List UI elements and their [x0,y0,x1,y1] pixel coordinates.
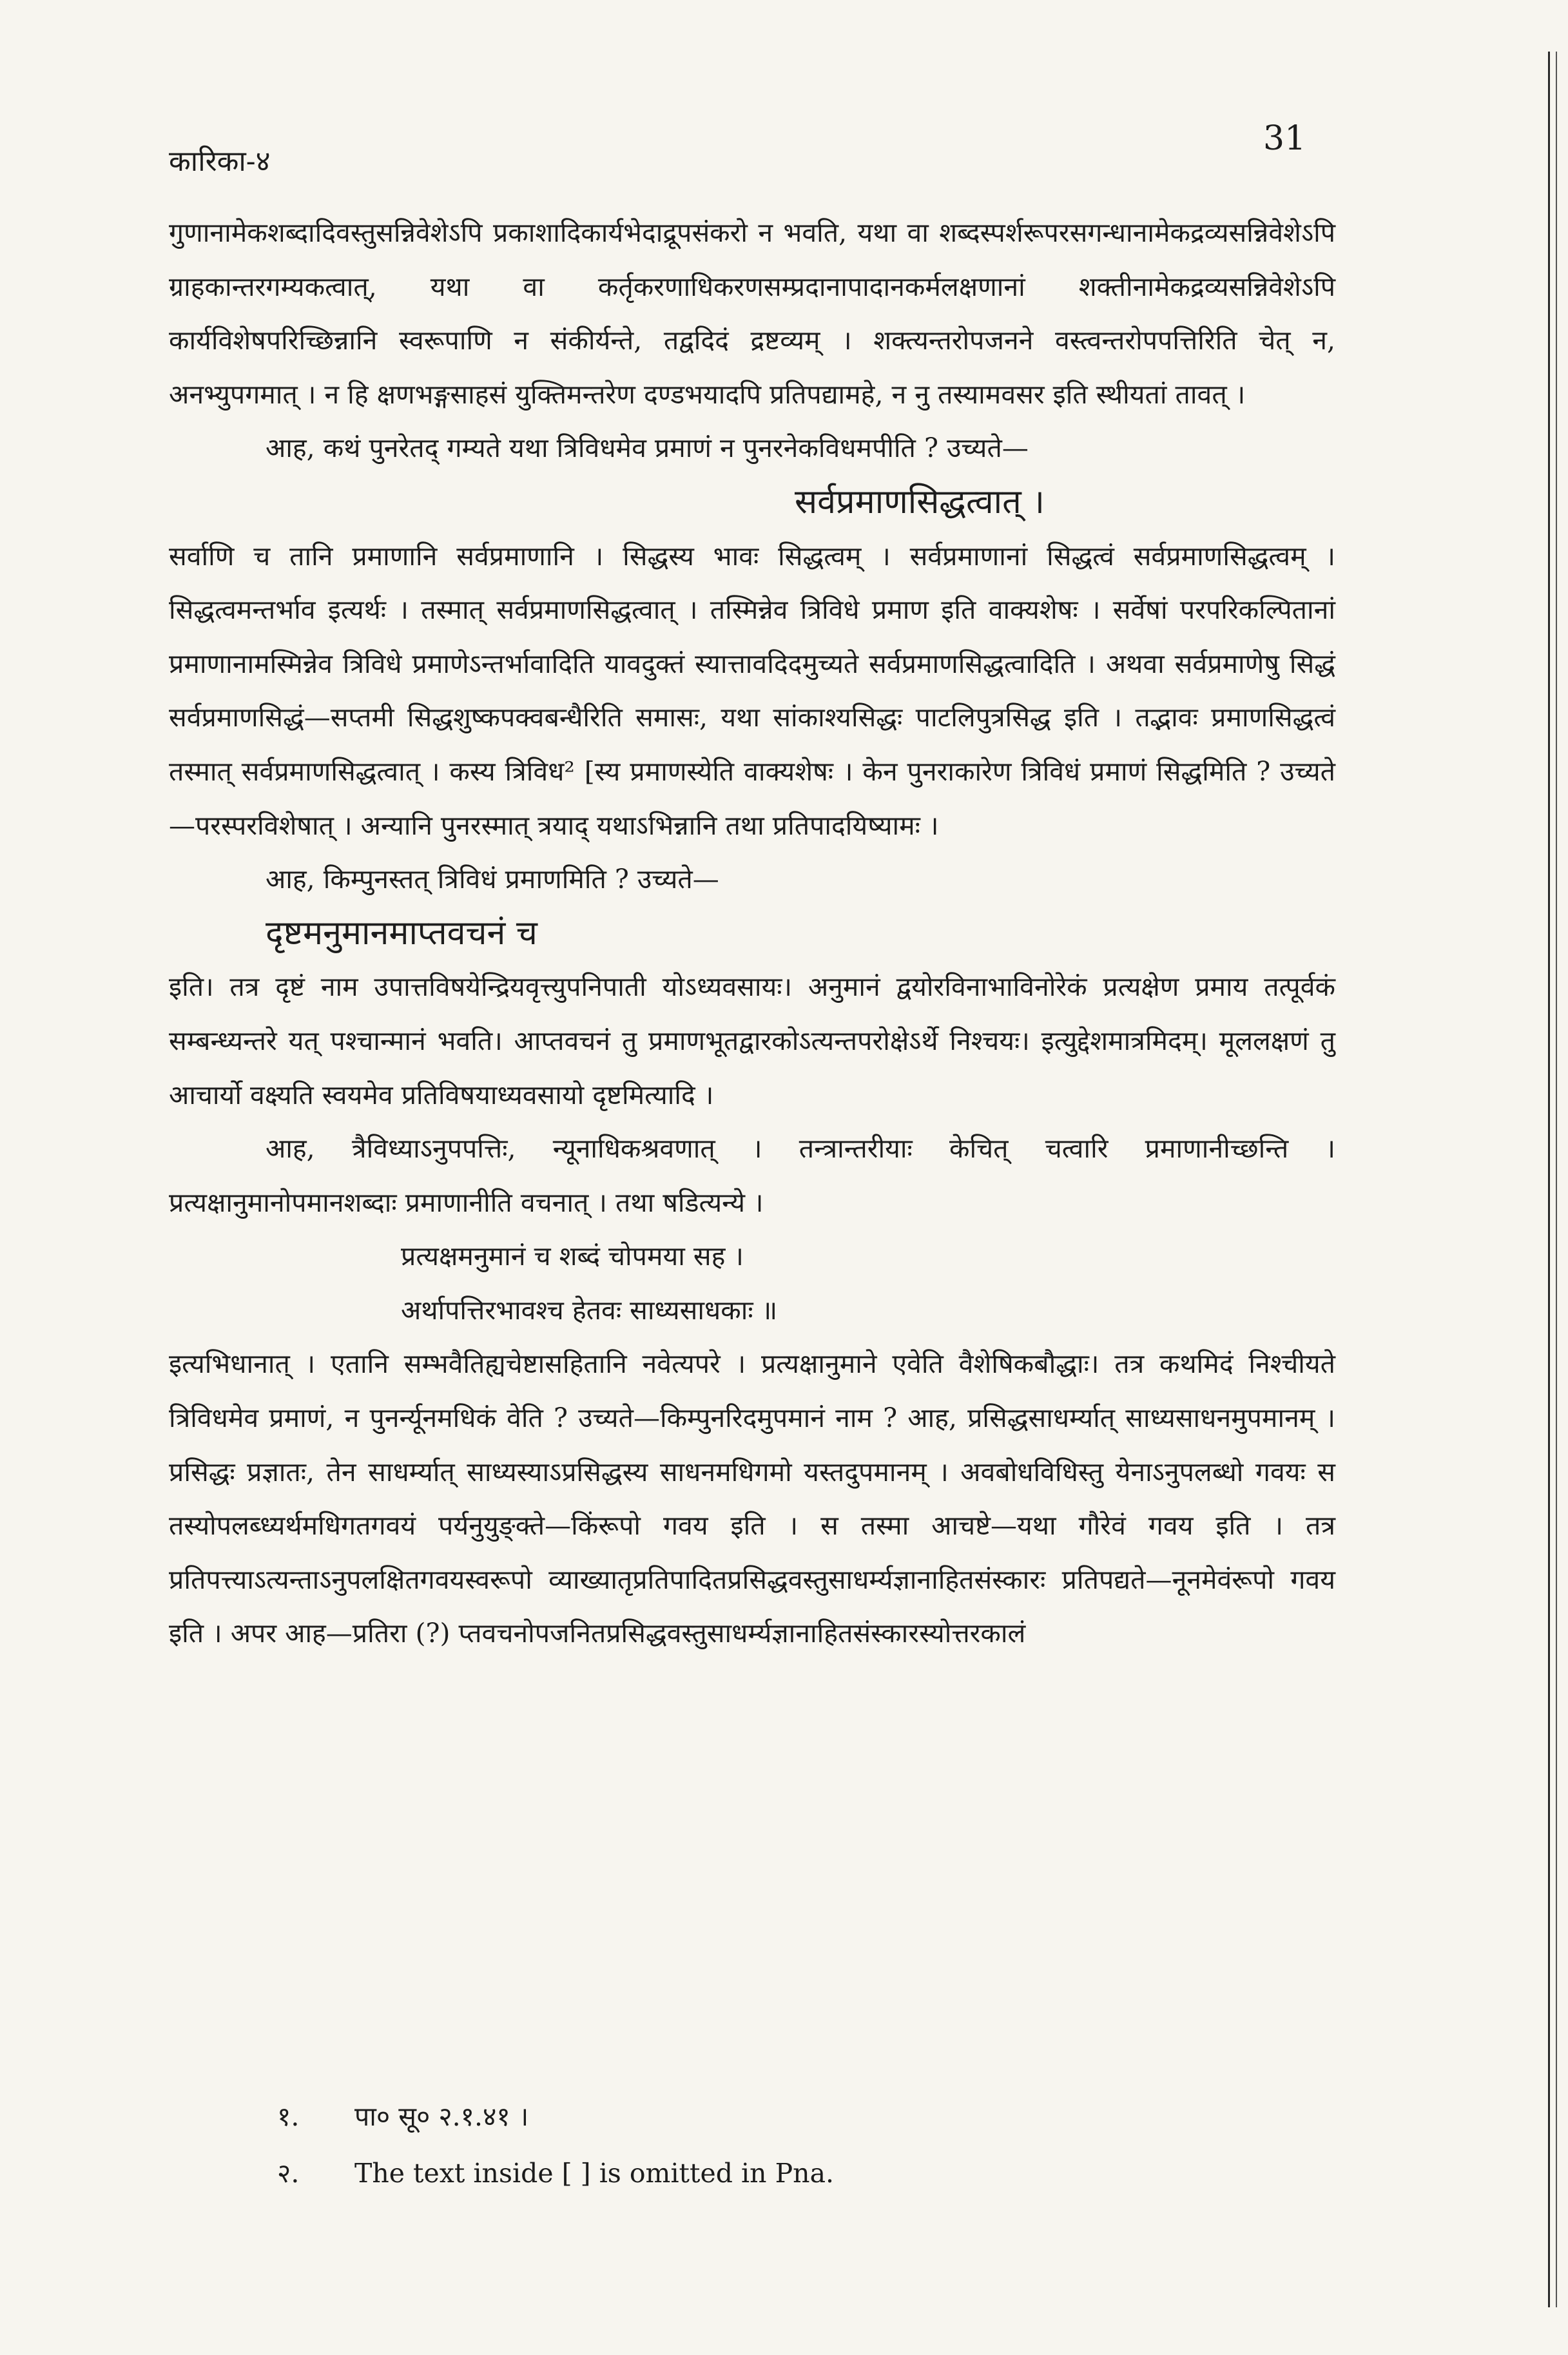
page-edge-line [1548,52,1550,2307]
paragraph: इति। तत्र दृष्टं नाम उपात्तविषयेन्द्रियवृत्त्युपनिपाती योऽध्यवसायः। अनुमानं द्वयोरविनाभाविनोरेकं प्रत्यक्षेण प्रमाय तत्पूर्वकं सम्बन्ध्यन्तरे यत् पश्चान्मानं भवति। आप्तवचनं तु प्रमाणभूतद्वारकोऽत्यन्तपरोक्षेऽर्थे निश्चयः। इत्युद्देशमात्रमिदम्। मूललक्षणं तु आचार्यो वक्ष्यति स्वयमेव प्रतिविषयाध्यवसायो दृष्टमित्यादि । [169,971,1335,1110]
paragraph: आह, किम्पुनस्तत् त्रिविधं प्रमाणमिति ? उच्यते— [266,864,719,895]
verse-line: अर्थापत्तिरभावश्च हेतवः साध्यसाधकाः ॥ [401,1294,778,1326]
sutra-subheading: दृष्टमनुमानमाप्तवचनं च [266,913,537,953]
footnote [277,2145,1308,2202]
page-edge-line [1556,52,1557,2307]
sutra-heading: सर्वप्रमाणसिद्धत्वात् । [794,482,1045,521]
verse-line: प्रत्यक्षमनुमानं च शब्दं चोपमया सह । [401,1241,744,1272]
paragraph: गुणानामेकशब्दादिवस्तुसन्निवेशेऽपि प्रकाशादिकार्यभेदाद्रूपसंकरो न भवति, यथा वा शब्दस्पर्शरूपरसगन्धानामेकद्रव्यसन्निवेशेऽपि ग्राहकान्तरगम्यकत्वात्, यथा वा कर्तृकरणाधिकरणसम्प्रदानापादानकर्मलक्षणानां शक्तीनामेकद्रव्यसन्निवेशेऽपि कार्यविशेषपरिच्छिन्नानि स्वरूपाणि न संकीर्यन्ते, तद्वदिदं द्रष्टव्यम् । शक्त्यन्तरोपजनने वस्त्वन्तरोपपत्तिरिति चेत् न, अनभ्युपगमात् । न हि क्षणभङ्गसाहसं युक्तिमन्तरेण दण्डभयादपि प्रतिपद्यामहे, न नु तस्यामवसर इति स्थीयतां तावत् । [169,217,1335,410]
paragraph: आह, त्रैविध्याऽनुपपत्तिः, न्यूनाधिकश्रवणात् । तन्त्रान्तरीयाः केचित् चत्वारि प्रमाणानीच्छन्ति । प्रत्यक्षानुमानोपमानशब्दाः प्रमाणानीति वचनात् । तथा षडित्यन्ये । [169,1133,1335,1218]
page-number: 31 [1263,119,1306,158]
footnote-number: २. [277,2158,300,2189]
footnote-number: १. [277,2101,300,2132]
body-text [169,206,1335,1661]
paragraph: आह, कथं पुनरेतद् गम्यते यथा त्रिविधमेव प्रमाणं न पुनरनेकविधमपीति ? उच्यते— [266,432,1029,464]
footnote [277,2088,1308,2145]
footnote-text: पा० सू० २.१.४१ । [354,2101,529,2132]
running-header: कारिका-४ [169,145,271,178]
footnotes [277,2088,1308,2202]
paragraph: सर्वाणि च तानि प्रमाणानि सर्वप्रमाणानि । सिद्धस्य भावः सिद्धत्वम् । सर्वप्रमाणानां सिद्धत्वं सर्वप्रमाणसिद्धत्वम् । सिद्धत्वमन्तर्भाव इत्यर्थः । तस्मात् सर्वप्रमाणसिद्धत्वात् । तस्मिन्नेव त्रिविधे प्रमाण इति वाक्यशेषः । सर्वेषां परपरिकल्पितानां प्रमाणानामस्मिन्नेव त्रिविधे प्रमाणेऽन्तर्भावादिति यावदुक्तं स्यात्तावदिदमुच्यते सर्वप्रमाणसिद्धत्वादिति । अथवा सर्वप्रमाणेषु सिद्धं सर्वप्रमाणसिद्धं—सप्तमी सिद्धशुष्कपक्वबन्धैरिति समासः, यथा सांकाश्यसिद्धः पाटलिपुत्रसिद्ध इति । तद्भावः प्रमाणसिद्धत्वं तस्मात् सर्वप्रमाणसिद्धत्वात् । कस्य त्रिविध² [स्य प्रमाणस्येति वाक्यशेषः । केन पुनराकारेण त्रिविधं प्रमाणं सिद्धमिति ? उच्यते—परस्परविशेषात् । अन्यानि पुनरस्मात् त्रयाद् यथाऽभिन्नानि तथा प्रतिपादयिष्यामः । [169,540,1335,841]
footnote-text: The text inside [ ] is omitted in Pna. [354,2158,835,2189]
paragraph: इत्यभिधानात् । एतानि सम्भवैतिह्यचेष्टासहितानि नवेत्यपरे । प्रत्यक्षानुमाने एवेति वैशेषिकबौद्धाः। तत्र कथमिदं निश्चीयते त्रिविधमेव प्रमाणं, न पुनर्न्यूनमधिकं वेति ? उच्यते—किम्पुनरिदमुपमानं नाम ? आह, प्रसिद्धसाधर्म्यात् साध्यसाधनमुपमानम् । प्रसिद्धः प्रज्ञातः, तेन साधर्म्यात् साध्यस्याऽप्रसिद्धस्य साधनमधिगमो यस्तदुपमानम् । अवबोधविधिस्तु येनाऽनुपलब्धो गवयः स तस्योपलब्ध्यर्थमधिगतगवयं पर्यनुयुङ्क्ते—किंरूपो गवय इति । स तस्मा आचष्टे—यथा गौरेवं गवय इति । तत्र प्रतिपत्त्याऽत्यन्ताऽनुपलक्षितगवयस्वरूपो व्याख्यातृप्रतिपादितप्रसिद्धवस्तुसाधर्म्यज्ञानाहितसंस्कारः प्रतिपद्यते—नूनमेवंरूपो गवय इति । अपर आह—प्रतिरा (?) प्तवचनोपजनितप्रसिद्धवस्तुसाधर्म्यज्ञानाहितसंस्कारस्योत्तरकालं [169,1348,1335,1649]
